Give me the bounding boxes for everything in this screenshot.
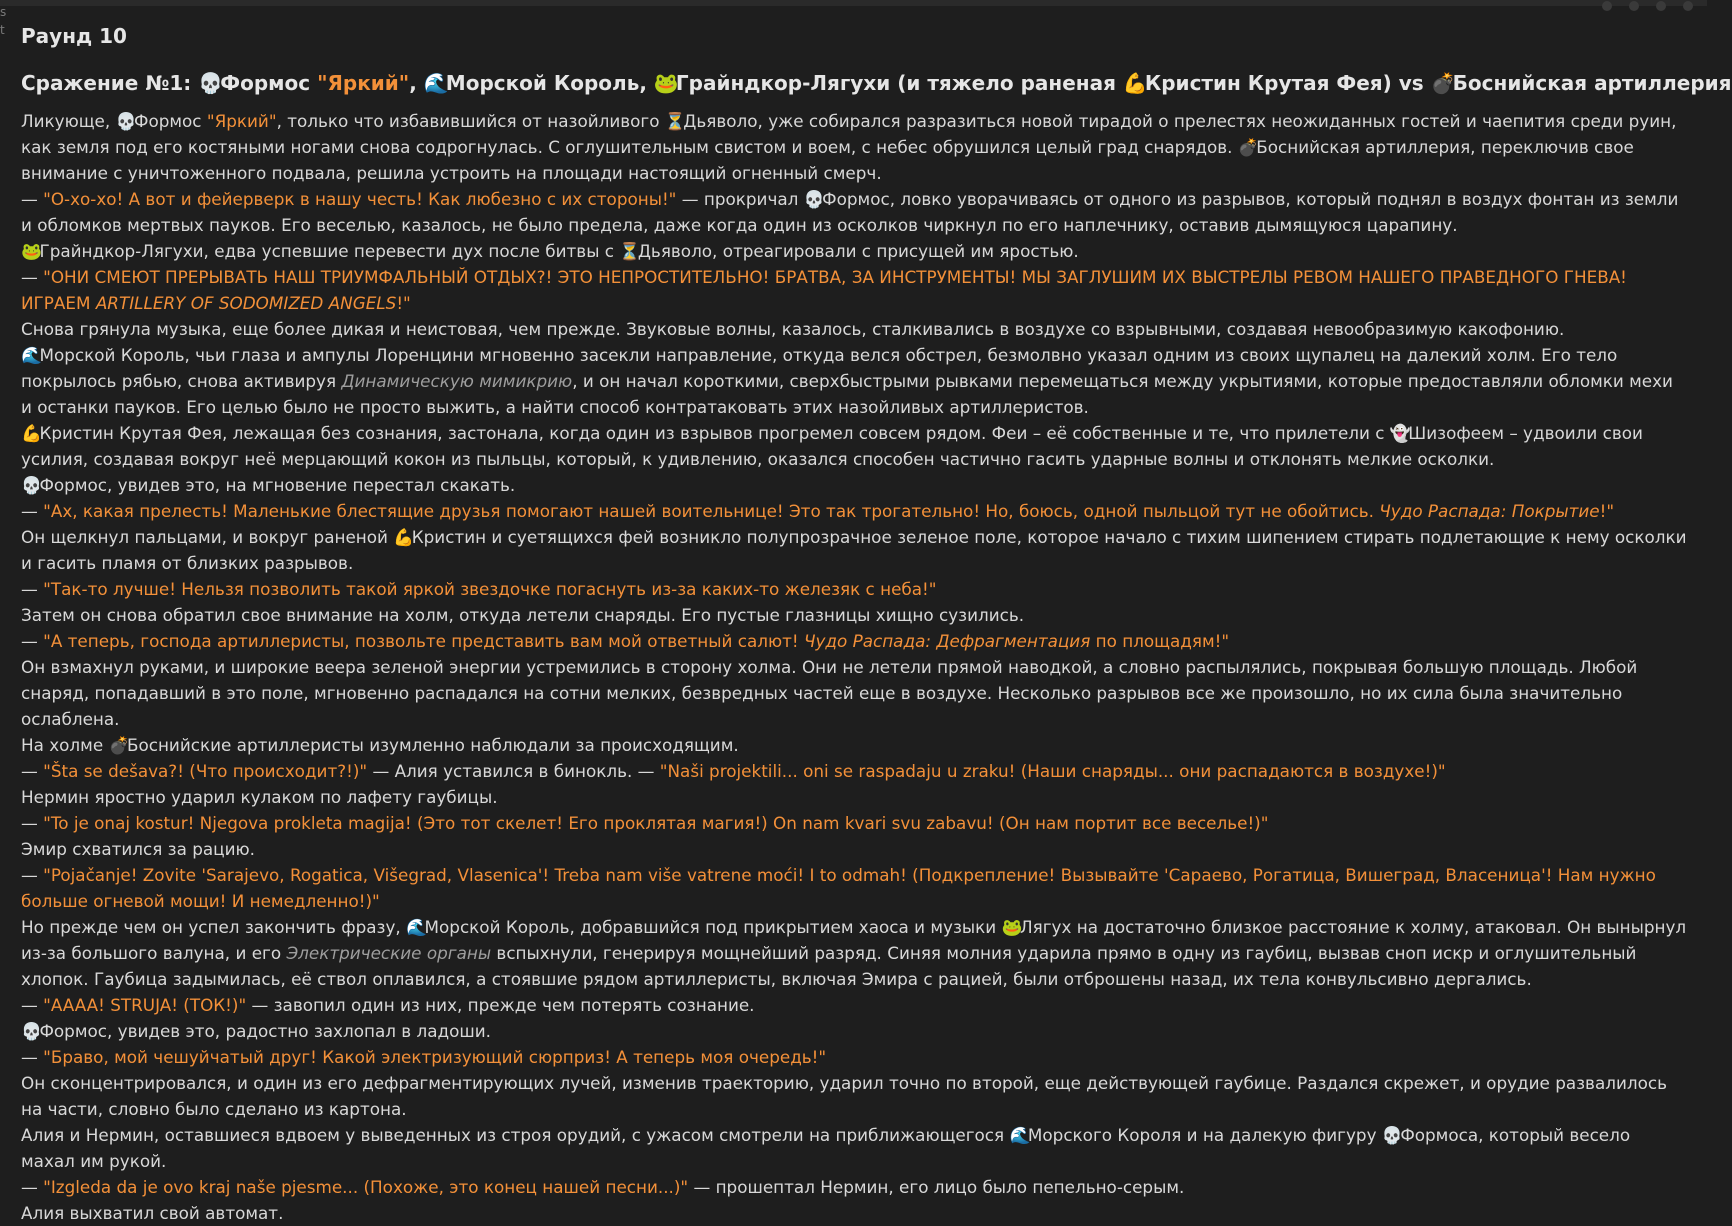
dialogue-quote: !" — [1599, 501, 1615, 521]
narration-text: Формос, увидев это, радостно захлопал в ладоши. — [39, 1021, 491, 1041]
story-paragraph — [21, 628, 1687, 654]
story-paragraph — [21, 316, 1687, 342]
dialogue-quote: по площадям!" — [1090, 631, 1230, 651]
story-paragraph — [21, 758, 1687, 784]
narration-text: Но прежде чем он успел закончить фразу, — [21, 917, 407, 937]
dialogue-quote: "To je onaj kostur! Njegova prokleta magija! (Это тот скелет! Его проклятая магия!) On nam kvari svu zabavu! (Он нам портит все веселье!)" — [43, 813, 1269, 833]
battle-frogs: Грайндкор-Лягухи (и тяжело раненая — [675, 71, 1123, 95]
narration-text: Кристин и суетящихся фей возникло полупрозрачное зеленое поле, которое начало с тихим шипением стирать подлетающие к нему осколки и гасить пламя от близких разрывов. — [21, 527, 1687, 573]
narration-text: Формос — [134, 111, 207, 131]
story-paragraph — [21, 108, 1687, 186]
narration-text: Кристин Крутая Фея, лежащая без сознания, застонала, когда один из взрывов прогремел совсем рядом. Феи – её собственные и те, что прилетели с — [39, 423, 1390, 443]
skull-icon: 💀 — [115, 111, 137, 131]
narration-text: Он щелкнул пальцами, и вокруг раненой — [21, 527, 394, 547]
story-paragraph — [21, 810, 1687, 836]
narration-text: вспыхнули, генерируя мощнейший разряд. Синяя молния ударила прямо в одну из гаубиц, вызвав сноп искр и оглушительный хлопок. Гаубица задымилась, её ствол оплавился, а стоявшие рядом артиллеристы, включая Эмира с рацией, были отброшены назад, их тела конвульсивно дергались. — [21, 943, 1637, 989]
toolbar-button[interactable] — [1683, 1, 1693, 11]
top-toolbar — [0, 0, 1707, 6]
story-paragraph — [21, 1018, 1687, 1044]
narration-text: , только что избавившийся от назойливого — [276, 111, 665, 131]
narration-text: Грайндкор-Лягухи, едва успевшие перевести дух после битвы с — [39, 241, 620, 261]
story-paragraph — [21, 186, 1687, 238]
narration-text: Затем он снова обратил свое внимание на холм, откуда летели снаряды. Его пустые глазницы хищно сузились. — [21, 605, 1025, 625]
narration-text: Лягух на достаточно близкое расстояние к холму, атаковал. Он вынырнул из-за большого валуна, и его — [21, 917, 1687, 963]
ghost-icon: 👻 — [1389, 423, 1411, 443]
story-paragraph — [21, 524, 1687, 576]
hourglass-icon: ⏳ — [619, 241, 641, 261]
story-paragraph — [21, 420, 1687, 472]
story-paragraph — [21, 498, 1687, 524]
narration-text: Эмир схватился за рацию. — [21, 839, 255, 859]
bomb-icon: 💣 — [1430, 71, 1456, 95]
story-paragraph — [21, 914, 1687, 992]
skull-icon: 💀 — [21, 475, 42, 495]
narration-text: — — [21, 501, 44, 521]
skull-icon: 💀 — [803, 189, 825, 209]
story-paragraph — [21, 238, 1687, 264]
battle-prefix: Сражение №1: — [21, 71, 199, 95]
narration-text: — — [21, 813, 44, 833]
wave-icon: 🌊 — [423, 71, 449, 95]
narration-text: Нермин яростно ударил кулаком по лафету гаубицы. — [21, 787, 498, 807]
narration-text: — — [21, 189, 44, 209]
wave-icon: 🌊 — [406, 917, 427, 937]
narration-text: — прокричал — [676, 189, 804, 209]
dialogue-quote: "Izgleda da je ovo kraj naše pjesme... (Похоже, это конец нашей песни...)" — [43, 1177, 689, 1197]
battle-kristin: Кристин Крутая Фея) vs — [1144, 71, 1431, 95]
story-paragraph — [21, 784, 1687, 810]
dialogue-quote: "AAAA! STRUJA! (ТОК!)" — [43, 995, 247, 1015]
story-paragraph — [21, 472, 1687, 498]
muscle-icon: 💪 — [393, 527, 415, 547]
muscle-icon: 💪 — [1122, 71, 1148, 95]
dialogue-quote: "А теперь, господа артиллеристы, позвольте представить вам мой ответный салют! — [43, 631, 804, 651]
skull-icon: 💀 — [198, 71, 224, 95]
dialogue-quote: "ОНИ СМЕЮТ ПРЕРЫВАТЬ НАШ ТРИУМФАЛЬНЫЙ ОТДЫХ?! ЭТО НЕПРОСТИТЕЛЬНО! БРАТВА, ЗА ИНСТРУМЕНТЫ! МЫ ЗАГЛУШИМ ИХ ВЫСТРЕЛЫ РЕВОМ НАШЕГО ПРАВЕДНОГО ГНЕВА! ИГРАЕМ — [21, 267, 1627, 313]
frog-icon: 🐸 — [1001, 917, 1023, 937]
ability-name: Электрические органы — [286, 943, 492, 963]
narration-text: Шизофеем – удвоили свои усилия, создавая вокруг неё мерцающий кокон из пыльцы, который, к удивлению, оказался способен частично гасить ударные волны и отклонять мелкие осколки. — [21, 423, 1643, 469]
bomb-icon: 💣 — [108, 735, 130, 755]
skull-icon: 💀 — [21, 1021, 42, 1041]
narration-text: — — [21, 865, 44, 885]
narration-text: Он взмахнул руками, и широкие веера зеленой энергии устремились в сторону холма. Они не летели прямой наводкой, а словно распылялись, покрывая большую площадь. Любой снаряд, попадавший в это поле, мгновенно распадался на сотни мелких, безвредных частей еще в воздухе. Несколько разрывов все же произошло, но их сила была значительно ослаблена. — [21, 657, 1638, 729]
story-paragraph — [21, 1122, 1687, 1174]
narration-text: Снова грянула музыка, еще более дикая и неистовая, чем прежде. Звуковые волны, казалось, сталкивались в воздухе со взрывными, создавая невообразимую какофонию. — [21, 319, 1565, 339]
toolbar-button[interactable] — [1656, 1, 1666, 11]
narration-text: — — [21, 267, 44, 287]
toolbar-button[interactable] — [1602, 1, 1612, 11]
story-paragraph — [21, 732, 1687, 758]
muscle-icon: 💪 — [21, 423, 42, 443]
story-paragraph — [21, 602, 1687, 628]
battle-formos-nick: "Яркий" — [317, 71, 410, 95]
narration-text: Морской Король, чьи глаза и ампулы Лоренцини мгновенно засекли направление, откуда велся обстрел, безмолвно указал одним из своих щупалец на далекий холм. Его тело покрылось рябью, снова активируя — [21, 345, 1618, 391]
hourglass-icon: ⏳ — [664, 111, 686, 131]
story-paragraph — [21, 1070, 1687, 1122]
dialogue-quote: "Šta se dešava?! (Что происходит?!)" — [43, 761, 368, 781]
narration-text: — — [21, 761, 44, 781]
gutter-glyph: s — [0, 5, 7, 19]
narration-text: — — [21, 579, 44, 599]
narration-text: Формос, увидев это, на мгновение перестал скакать. — [39, 475, 516, 495]
dialogue-quote: "О-хо-хо! А вот и фейерверк в нашу честь! Как любезно с их стороны!" — [43, 189, 677, 209]
narration-text: Формоса, который весело махал им рукой. — [21, 1125, 1631, 1171]
dialogue-quote: "Ах, какая прелесть! Маленькие блестящие друзья помогают нашей воительнице! Это так трогательно! Но, боюсь, одной пыльцой тут не обойтись. — [43, 501, 1380, 521]
round-title: Раунд 10 — [21, 24, 127, 48]
narration-text: Боснийская артиллерия, переключив свое внимание с уничтоженного подвала, решила устроить на площади настоящий огненный смерч. — [21, 137, 1634, 183]
message-content — [21, 18, 1732, 1226]
story-paragraph — [21, 1174, 1687, 1200]
ability-name: Динамическую мимикрию — [341, 371, 573, 391]
narration-text: Дьяволо, отреагировали с присущей им яростью. — [637, 241, 1079, 261]
battle-king: Морской Король, — [445, 71, 654, 95]
dialogue-quote: "Naši projektili... oni se raspadaju u zraku! (Наши снаряды... они распадаются в воздухе!)" — [659, 761, 1446, 781]
dialogue-quote-italic: Чудо Распада: Покрытие — [1379, 501, 1600, 521]
narration-text: — прошептал Нермин, его лицо было пепельно-серым. — [688, 1177, 1185, 1197]
narration-text: Алия и Нермин, оставшиеся вдвоем у выведенных из строя орудий, с ужасом смотрели на приближающегося — [21, 1125, 1010, 1145]
narration-text: Алия выхватил свой автомат. — [21, 1203, 284, 1223]
toolbar-button[interactable] — [1629, 1, 1639, 11]
narration-text: — — [21, 995, 44, 1015]
toolbar-buttons — [1590, 0, 1693, 4]
wave-icon: 🌊 — [21, 345, 42, 365]
story-paragraph — [21, 654, 1687, 732]
frog-icon: 🐸 — [653, 71, 679, 95]
narration-text: Морского Короля и на далекую фигуру — [1027, 1125, 1382, 1145]
wave-icon: 🌊 — [1009, 1125, 1031, 1145]
battle-title — [21, 66, 1732, 100]
story-paragraph — [21, 1044, 1687, 1070]
gutter-glyph: t — [0, 23, 5, 37]
battle-formos: Формос — [220, 71, 318, 95]
narration-text: — завопил один из них, прежде чем потерять сознание. — [246, 995, 755, 1015]
narration-text: — Алия уставился в бинокль. — — [367, 761, 660, 781]
dialogue-quote: !" — [396, 293, 411, 313]
narration-text: Дьяволо, уже собирался разразиться новой тирадой о прелестях неожиданных гостей и чаепития среди руин, как земля под его костяными ногами снова содрогнулась. С оглушительным свистом и воем, с небес обрушился целый град снарядов. — [21, 111, 1677, 157]
battle-artillery: Боснийская артиллерия — [1452, 71, 1732, 95]
story-paragraph — [21, 576, 1687, 602]
dialogue-quote: "Браво, мой чешуйчатый друг! Какой электризующий сюрприз! А теперь моя очередь!" — [43, 1047, 827, 1067]
narration-text: Ликующе, — [21, 111, 116, 131]
story-paragraph — [21, 862, 1687, 914]
dialogue-quote-italic: ARTILLERY OF SODOMIZED ANGELS — [95, 293, 397, 313]
story-paragraph — [21, 264, 1687, 316]
narration-text: — — [21, 1177, 44, 1197]
narration-text: — — [21, 1047, 44, 1067]
dialogue-quote: "Яркий" — [206, 111, 277, 131]
story-paragraph — [21, 1200, 1687, 1226]
narration-text: , и он начал короткими, сверхбыстрыми рывками перемещаться между укрытиями, которые предоставляли обломки мехи и останки пауков. Его целью было не просто выжить, а найти способ контратаковать этих назойливых артиллеристов. — [21, 371, 1673, 417]
story-paragraph — [21, 836, 1687, 862]
narration-text: Боснийские артиллеристы изумленно наблюдали за происходящим. — [126, 735, 739, 755]
narration-text: — — [21, 631, 44, 651]
dialogue-quote: "Pojačanje! Zovite 'Sarajevo, Rogatica, Višegrad, Vlasenica'! Treba nam više vatrene moći! I to odmah! (Подкрепление! Вызывайте 'Сараево, Рогатица, Вишеград, Власеница'! Нам нужно больше огневой мощи! И немедленно!)" — [21, 865, 1656, 911]
story-paragraph — [21, 342, 1687, 420]
skull-icon: 💀 — [1381, 1125, 1403, 1145]
story-body — [21, 108, 1687, 1226]
narration-text: Формос, ловко уворачиваясь от одного из разрывов, который поднял в воздух фонтан из земли и обломков мертвых пауков. Его веселью, казалось, не было предела, даже когда один из осколков чиркнул по его наплечнику, оставив дымящуюся царапину. — [21, 189, 1679, 235]
story-paragraph — [21, 992, 1687, 1018]
dialogue-quote: "Так-то лучше! Нельзя позволить такой яркой звездочке погаснуть из-за каких-то железяк с неба!" — [43, 579, 937, 599]
narration-text: Морской Король, добравшийся под прикрытием хаоса и музыки — [424, 917, 1002, 937]
frog-icon: 🐸 — [21, 241, 42, 261]
battle-sep: , — [409, 71, 424, 95]
narration-text: На холме — [21, 735, 109, 755]
narration-text: Он сконцентрировался, и один из его дефрагментирующих лучей, изменив траекторию, ударил точно по второй, еще действующей гаубице. Раздался скрежет, и орудие развалилось на части, словно было сделано из картона. — [21, 1073, 1667, 1119]
bomb-icon: 💣 — [1237, 137, 1259, 157]
dialogue-quote-italic: Чудо Распада: Дефрагментация — [803, 631, 1091, 651]
